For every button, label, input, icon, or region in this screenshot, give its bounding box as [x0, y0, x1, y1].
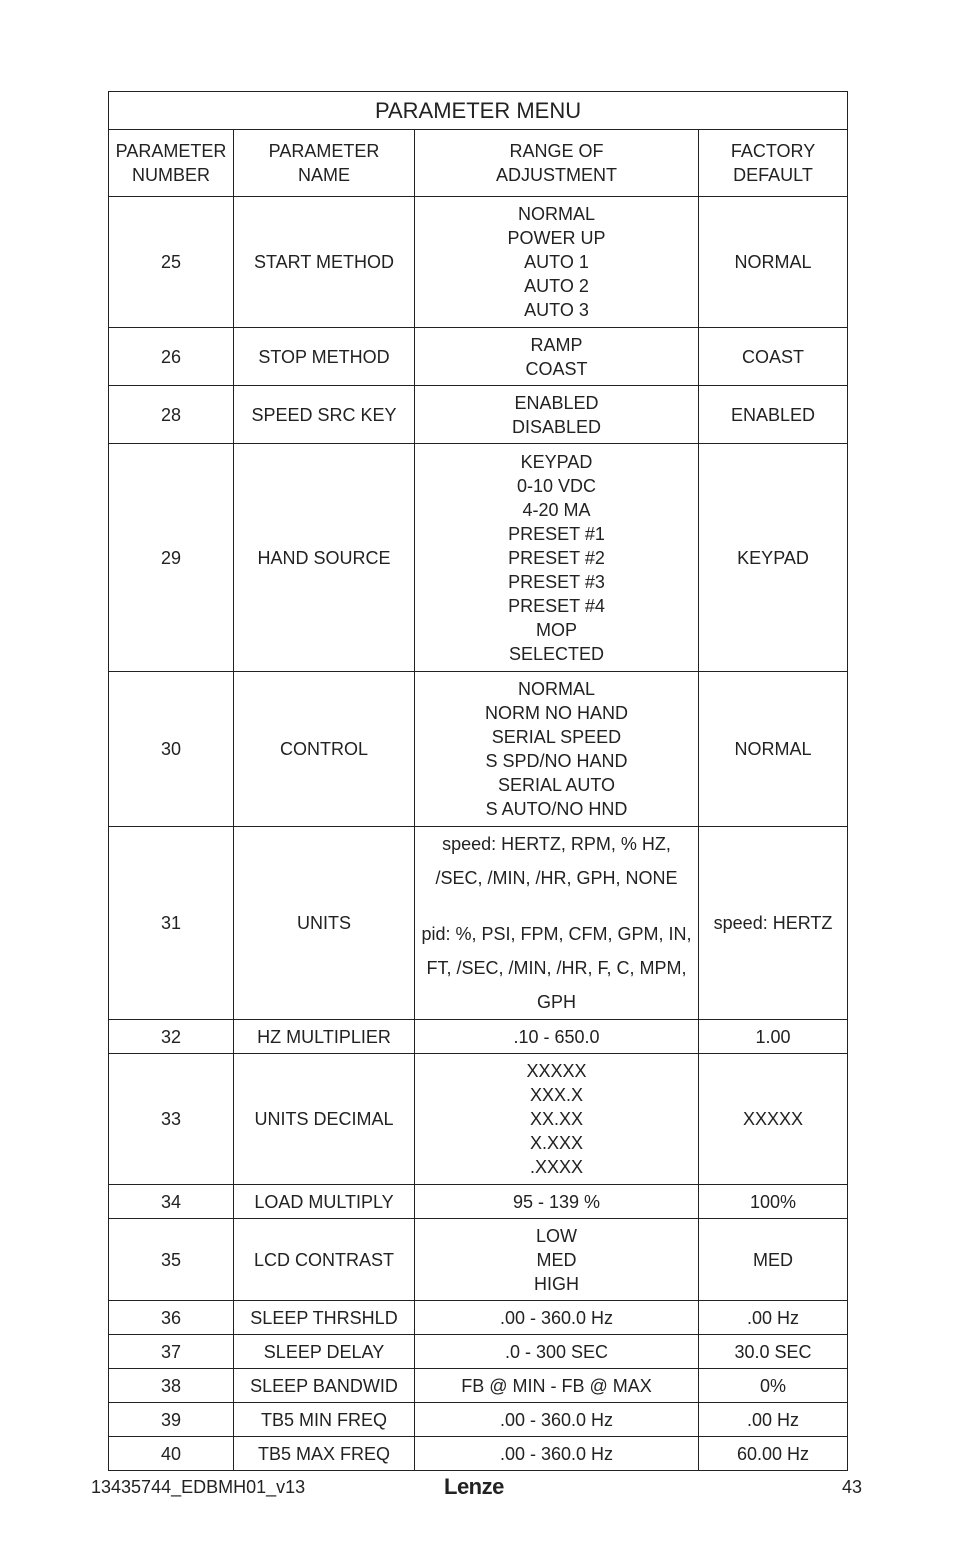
table-row: [109, 827, 848, 1020]
parameter-name: CONTROL: [234, 672, 415, 827]
parameter-number: 34: [109, 1185, 234, 1219]
parameter-name: SLEEP THRSHLD: [234, 1301, 415, 1335]
speed-units-line: speed: HERTZ, RPM, % HZ,: [442, 834, 671, 854]
table-row: [109, 1185, 848, 1219]
range-option: PRESET #2: [508, 547, 605, 568]
table-row: [109, 1301, 848, 1335]
factory-default: MED: [699, 1219, 848, 1301]
range-of-adjustment: [415, 1437, 699, 1471]
range-option: .0 - 300 SEC: [504, 1341, 609, 1362]
page-number: 43: [841, 1477, 862, 1497]
header-range-of-adjustment: RANGE OF ADJUSTMENT: [415, 130, 699, 197]
table-row: [109, 1020, 848, 1054]
range-option: AUTO 1: [524, 252, 589, 272]
table-header-row: [109, 130, 848, 197]
range-of-adjustment: [415, 1185, 699, 1219]
parameter-number: 39: [109, 1403, 234, 1437]
spacer: [417, 895, 696, 917]
range-option: POWER UP: [507, 228, 606, 248]
factory-default: 30.0 SEC: [699, 1335, 848, 1369]
table-row: [109, 1437, 848, 1471]
parameter-name: TB5 MIN FREQ: [234, 1403, 415, 1437]
table-row: [109, 1403, 848, 1437]
range-option: AUTO 3: [524, 300, 589, 320]
parameter-name: SLEEP BANDWID: [234, 1369, 415, 1403]
factory-default: ENABLED: [699, 386, 848, 444]
parameter-name: TB5 MAX FREQ: [234, 1437, 415, 1471]
parameter-number: 32: [109, 1020, 234, 1054]
table-row: [109, 672, 848, 827]
factory-default: 60.00 Hz: [699, 1437, 848, 1471]
range-option: ENABLED: [514, 392, 599, 413]
range-of-adjustment: [415, 386, 699, 444]
range-option: MOP: [535, 619, 577, 640]
factory-default: XXXXX: [699, 1054, 848, 1185]
range-option: AUTO 2: [524, 276, 589, 296]
range-option: XXXXX: [526, 1061, 587, 1081]
range-option: FB @ MIN - FB @ MAX: [461, 1375, 652, 1396]
factory-default: .00 Hz: [699, 1301, 848, 1335]
parameter-number: 30: [109, 672, 234, 827]
parameter-number: 29: [109, 444, 234, 672]
range-option: .XXXX: [529, 1157, 584, 1177]
range-option: NORMAL: [517, 204, 595, 224]
factory-default: NORMAL: [699, 672, 848, 827]
range-option: LOW: [535, 1225, 577, 1246]
range-option: 95 - 139 %: [512, 1191, 601, 1212]
parameter-number: 40: [109, 1437, 234, 1471]
factory-default: NORMAL: [699, 197, 848, 328]
table-title: PARAMETER MENU: [109, 92, 848, 130]
range-of-adjustment: [415, 1020, 699, 1054]
range-option: .00 - 360.0 Hz: [499, 1307, 614, 1328]
range-option: .10 - 650.0: [513, 1026, 600, 1047]
pid-units-line: pid: %, PSI, FPM, CFM, GPM, IN,: [421, 924, 692, 944]
range-option: NORM NO HAND: [485, 703, 628, 723]
parameter-name: HZ MULTIPLIER: [234, 1020, 415, 1054]
range-option: .00 - 360.0 Hz: [499, 1443, 614, 1464]
table-row: [109, 1054, 848, 1185]
parameter-name: STOP METHOD: [234, 328, 415, 386]
lenze-logo: Lenze: [444, 1474, 504, 1499]
factory-default: 100%: [699, 1185, 848, 1219]
range-of-adjustment: [415, 1219, 699, 1301]
parameter-name: LCD CONTRAST: [234, 1219, 415, 1301]
range-option: XXX.X: [529, 1085, 584, 1105]
factory-default: KEYPAD: [699, 444, 848, 672]
table-row: [109, 197, 848, 328]
range-option: 4-20 MA: [522, 499, 591, 520]
parameter-name: LOAD MULTIPLY: [234, 1185, 415, 1219]
factory-default: speed: HERTZ: [699, 827, 848, 1020]
parameter-name: UNITS DECIMAL: [234, 1054, 415, 1185]
range-of-adjustment: [415, 197, 699, 328]
table-row: [109, 386, 848, 444]
range-option: COAST: [525, 358, 588, 379]
speed-units-line: /SEC, /MIN, /HR, GPH, NONE: [435, 868, 678, 888]
range-option: S AUTO/NO HND: [485, 799, 628, 819]
table-row: [109, 328, 848, 386]
range-option: .00 - 360.0 Hz: [499, 1409, 614, 1430]
parameter-number: 31: [109, 827, 234, 1020]
range-option: PRESET #1: [508, 523, 605, 544]
header-parameter-number: PARAMETER NUMBER: [109, 130, 234, 197]
range-of-adjustment: [415, 827, 699, 1020]
range-option: DISABLED: [511, 416, 602, 437]
range-of-adjustment: [415, 1335, 699, 1369]
range-option: RAMP: [530, 334, 583, 355]
parameter-name: START METHOD: [234, 197, 415, 328]
range-of-adjustment: [415, 444, 699, 672]
range-option: NORMAL: [517, 679, 595, 699]
range-of-adjustment: [415, 672, 699, 827]
parameter-number: 37: [109, 1335, 234, 1369]
range-option: SELECTED: [508, 643, 605, 664]
parameter-number: 38: [109, 1369, 234, 1403]
table-row: [109, 1335, 848, 1369]
parameter-name: SLEEP DELAY: [234, 1335, 415, 1369]
range-of-adjustment: [415, 1054, 699, 1185]
table-row: [109, 444, 848, 672]
parameter-number: 36: [109, 1301, 234, 1335]
range-of-adjustment: [415, 328, 699, 386]
pid-units-line: FT, /SEC, /MIN, /HR, F, C, MPM, GPH: [426, 958, 687, 1012]
factory-default: .00 Hz: [699, 1403, 848, 1437]
parameter-menu-table: [108, 91, 848, 1471]
parameter-name: UNITS: [234, 827, 415, 1020]
range-of-adjustment: [415, 1369, 699, 1403]
header-factory-default: FACTORY DEFAULT: [699, 130, 848, 197]
range-option: SERIAL SPEED: [491, 727, 622, 747]
table-row: [109, 1219, 848, 1301]
range-of-adjustment: [415, 1301, 699, 1335]
range-option: MED: [536, 1249, 577, 1270]
range-option: PRESET #3: [508, 571, 605, 592]
factory-default: 1.00: [699, 1020, 848, 1054]
parameter-number: 26: [109, 328, 234, 386]
parameter-name: SPEED SRC KEY: [234, 386, 415, 444]
table-row: [109, 1369, 848, 1403]
parameter-number: 33: [109, 1054, 234, 1185]
header-parameter-name: PARAMETER NAME: [234, 130, 415, 197]
table-body: [109, 197, 848, 1471]
range-option: X.XXX: [529, 1133, 584, 1153]
parameter-number: 28: [109, 386, 234, 444]
range-option: S SPD/NO HAND: [485, 751, 628, 771]
parameter-name: HAND SOURCE: [234, 444, 415, 672]
range-option: SERIAL AUTO: [497, 775, 616, 795]
range-option: HIGH: [534, 1273, 579, 1294]
document-id: 13435744_EDBMH01_v13: [91, 1477, 306, 1497]
range-option: PRESET #4: [508, 595, 605, 616]
factory-default: 0%: [699, 1369, 848, 1403]
factory-default: COAST: [699, 328, 848, 386]
range-of-adjustment: [415, 1403, 699, 1437]
parameter-number: 25: [109, 197, 234, 328]
range-option: 0-10 VDC: [516, 475, 597, 496]
parameter-number: 35: [109, 1219, 234, 1301]
range-option: XX.XX: [529, 1109, 584, 1129]
range-option: KEYPAD: [520, 451, 593, 472]
